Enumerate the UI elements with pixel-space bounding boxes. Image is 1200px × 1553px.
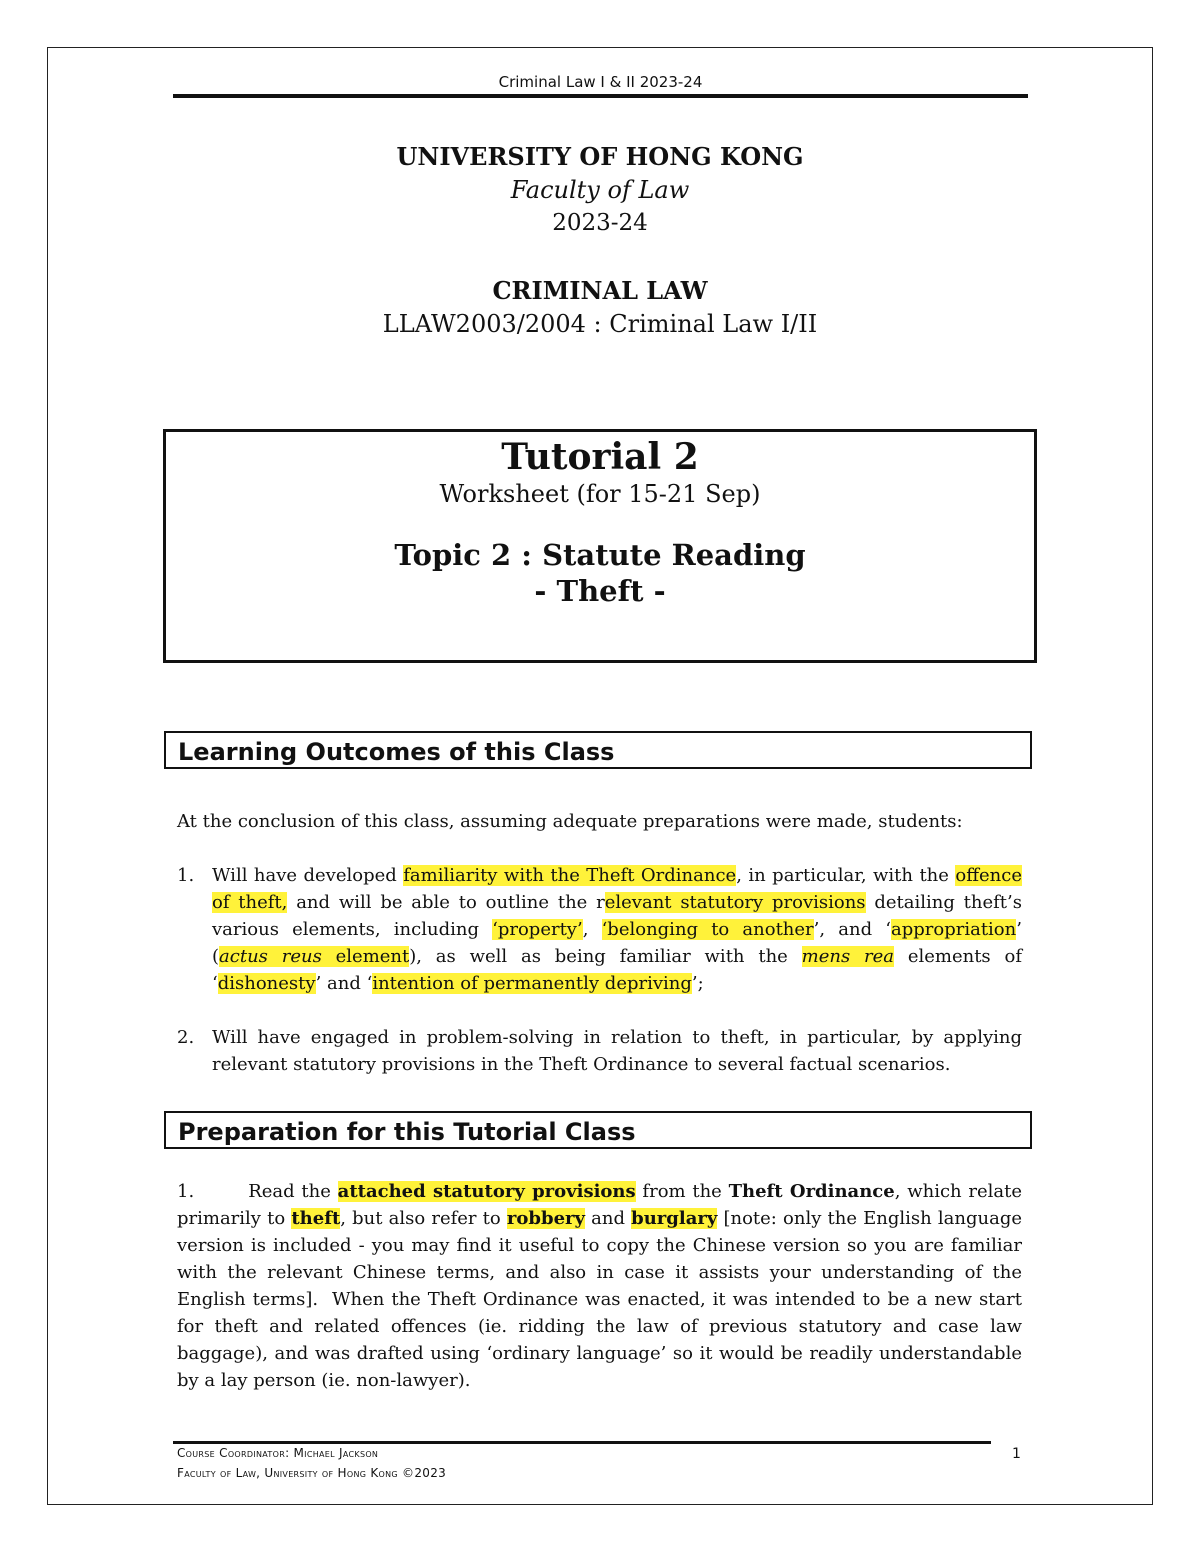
highlighted-text: burglary [631, 1208, 718, 1229]
preparation-heading: Preparation for this Tutorial Class [164, 1111, 1032, 1149]
topic-subtitle: - Theft - [534, 574, 666, 608]
academic-year: 2023-24 [552, 210, 648, 236]
highlighted-text: ‘property’ [492, 919, 583, 940]
page-number: 1 [1012, 1446, 1022, 1462]
text-segment: ’, and ‘ [813, 919, 891, 940]
tutorial-subtitle: Worksheet (for 15-21 Sep) [439, 480, 761, 508]
text-segment: , [582, 919, 602, 940]
highlighted-text: mens rea [801, 946, 894, 967]
text-segment: ’ and ‘ [315, 973, 373, 994]
highlighted-text: elevant statutory provisions [604, 892, 866, 913]
item-text [212, 862, 1022, 997]
text-segment: Will have developed [212, 865, 404, 886]
running-header: Criminal Law I & II 2023-24 [498, 73, 703, 91]
footer-copyright: Faculty of Law, University of Hong Kong ©2023 [177, 1466, 447, 1480]
text-segment: and will be able to outline the r [287, 892, 605, 913]
course-title: CRIMINAL LAW [492, 276, 708, 305]
highlighted-text: familiarity with the Theft Ordinance [403, 865, 737, 886]
text-segment: , in particular, with the [736, 865, 956, 886]
text-segment: detailing theft’s various elements, including [212, 892, 1023, 940]
item-text [212, 1024, 1022, 1078]
faculty-name: Faculty of Law [510, 176, 690, 204]
footer-coordinator: Course Coordinator: Michael Jackson [177, 1446, 379, 1460]
highlighted-text: dishonesty [217, 973, 316, 994]
highlighted-text: theft [291, 1208, 341, 1229]
header-rule [173, 94, 1028, 98]
highlighted-text: robbery [506, 1208, 585, 1229]
item-number: 1. [177, 865, 195, 886]
outcome-item [177, 862, 1022, 997]
text-segment: elements of ‘ [212, 946, 1022, 994]
highlighted-text: intention of permanently depriving [372, 973, 692, 994]
text-segment: Theft Ordinance [728, 1181, 895, 1202]
highlighted-text: element [321, 946, 410, 967]
text-segment: from the [635, 1181, 729, 1202]
highlighted-text: ‘belonging to another [601, 919, 814, 940]
text-segment: ’; [691, 973, 704, 994]
text-segment: Will have engaged in problem-solving in relation to theft, in particular, by applying relevant statutory provisions in the Theft Ordinance to several factual scenarios. [212, 1027, 1022, 1075]
highlighted-text: actus reus [219, 946, 322, 967]
tutorial-title: Tutorial 2 [501, 436, 699, 478]
preparation-text [177, 1178, 1028, 1394]
text-segment: ), as well as being familiar with the [409, 946, 802, 967]
text-segment: , but also refer to [340, 1208, 507, 1229]
highlighted-text: attached statutory provisions [337, 1181, 636, 1202]
topic-title: Topic 2 : Statute Reading [394, 538, 806, 572]
text-segment: 1. Read the [177, 1181, 338, 1202]
footer-rule [173, 1441, 991, 1444]
learning-outcomes [177, 808, 1022, 1078]
university-name: UNIVERSITY OF HONG KONG [396, 142, 804, 171]
text-segment: and [584, 1208, 632, 1229]
outcome-item [177, 1024, 1022, 1078]
text-segment: ’ ( [212, 919, 1022, 967]
course-code: LLAW2003/2004 : Criminal Law I/II [382, 310, 818, 338]
highlighted-text: offence of theft, [212, 865, 1022, 913]
item-number: 2. [177, 1027, 195, 1048]
highlighted-text: appropriation [890, 919, 1017, 940]
text-segment: , which relate primarily to [177, 1181, 1028, 1229]
learning-outcomes-heading: Learning Outcomes of this Class [164, 731, 1032, 769]
intro-text: At the conclusion of this class, assuming adequate preparations were made, students: [177, 811, 963, 832]
text-segment: [note: only the English language version is included - you may find it useful to copy the Chinese version so you are familiar with the relevant Chinese terms, and also in case it assists your understanding of the English terms]. When the Theft Ordinance was enacted, it was intended to be a new start for theft and related offences (ie. ridding the law of previous statutory and case law baggage), and was drafted using ‘ordinary language’ so it would be readily understandable by a lay person (ie. non-lawyer). [177, 1208, 1028, 1391]
tutorial-box [163, 429, 1037, 663]
